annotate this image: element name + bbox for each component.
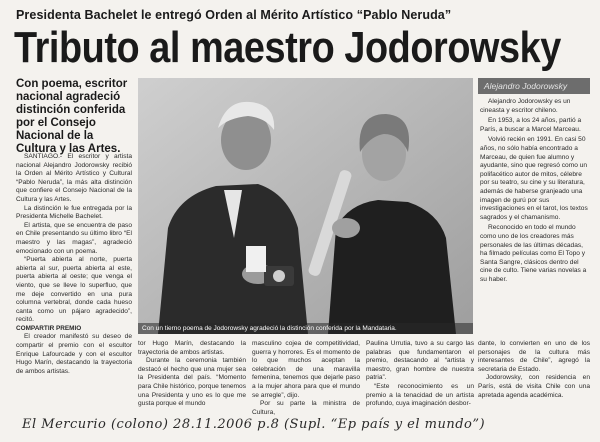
body-paragraph: Por su parte la ministra de Cultura, [252,400,360,416]
photo-illustration [138,78,473,334]
article-column-2 [138,340,246,418]
body-paragraph: “Este reconocimiento es un premio a la tenacidad de un artista profundo, cuya imaginación desbor- [366,382,474,408]
body-paragraph: Jodorowsky, con residencia en París, está de visita Chile con una apretada agenda académica. [478,374,590,399]
sidebar-paragraph: Alejandro Jodorowsky es un cineasta y escritor chileno. [480,98,571,114]
body-paragraph: masculino cojea de competitividad, guerra y horrores. Es el momento de lo que muchos aceptan la celebración de una maravilla femenina, tenemos que dejarle paso a la mujer ahora para que el mundo se arregle”, dijo. [252,340,360,399]
article-column-1 [16,153,132,415]
body-paragraph: “Puerta abierta al norte, puerta abierta al sur, puerta abierta al este, puerta abierta al oeste; que venga el viento, que se lleve lo superfluo, que me deje convertido en una pura columna vertebral, donde cada hueso canta como un pájaro agradecido”, recitó. [16,256,132,324]
body-paragraph: La distinción le fue entregada por la Presidenta Michelle Bachelet. [16,204,132,221]
kicker: Presidenta Bachelet le entregó Orden al Mérito Artístico “Pablo Neruda” [16,8,452,22]
headline: Tributo al maestro Jodorowsky [14,23,561,72]
body-paragraph: tor Hugo Marín, destacando la trayectoria de ambos artistas. [138,340,246,356]
article-photo [138,78,473,334]
sidebar-paragraph: En 1953, a los 24 años, partió a París, a buscar a Marcel Marceau. [480,117,582,133]
sidebar-body [478,94,590,284]
article-column-3 [252,340,360,418]
deck: Con poema, escritor nacional agradeció distinción conferida por el Consejo Nacional de la Cultura y las Artes. [16,78,128,155]
body-paragraph: Paulina Urrutia, tuvo a su cargo las palabras que fundamentaron el premio, destacando al “artista y maestro, gran hombre de nuestra patria”. [366,340,474,382]
article-column-4 [366,340,474,418]
sidebar-paragraph: Reconocido en todo el mundo como uno de los creadores más personales de las últimas décadas, ha filmado películas como El Topo y Santa Sangre, clásicos dentro del cine de culto. Tiene varias novelas a su haber. [480,224,587,283]
body-paragraph: dante, lo convierten en uno de los personajes de la cultura más interesantes de Chile”, agregó la secretaria de Estado. [478,340,590,373]
article-column-5 [478,340,590,418]
photo-caption: Con un tierno poema de Jodorowsky agradeció la distinción conferida por la Mandataria. [138,323,473,334]
body-paragraph: El creador manifestó su deseo de compartir el premio con el escultor Enrique Lafourcade y con el escultor Hugo Marín, destacando la trayectoria de ambos artistas. [16,333,132,375]
body-paragraph: SANTIAGO.- El escritor y artista nacional Alejandro Jodorowsky recibió la Orden al Mérito Artístico y Cultural “Pablo Neruda”, la más alta distinción que confiere el Consejo Nacional de la Cultura y las Artes. [16,153,132,203]
body-paragraph: Durante la ceremonia también destacó el hecho que una mujer sea la Presidenta del país. “Momento para Chile histórico, porque tenemos una Presidenta y uno es lo que me gusta porque el mundo [138,357,246,408]
handwritten-source-note: El Mercurio (colono) 28.11.2006 p.8 (Supl. “Ep país y el mundo”) [22,417,486,432]
sidebar-box [478,78,590,334]
sidebar-heading: Alejandro Jodorowsky [478,78,590,94]
subhead: COMPARTIR PREMIO [16,324,82,332]
body-paragraph: El artista, que se encuentra de paso en Chile presentando su último libro “El maestro y las magas”, agradeció emocionado con un poema. [16,221,132,255]
sidebar-paragraph: Volvió recién en 1991. En casi 50 años, no sólo había encontrado a Marceau, de quien fue alumno y ayudante, sino que regresó como un polifacético autor de mitos, célebre por su teatro, su cine y su literatura, además de haberse granjeado una imagen de gurú por sus investigaciones en el tarot, los textos sagrados y el chamanismo. [480,136,588,221]
